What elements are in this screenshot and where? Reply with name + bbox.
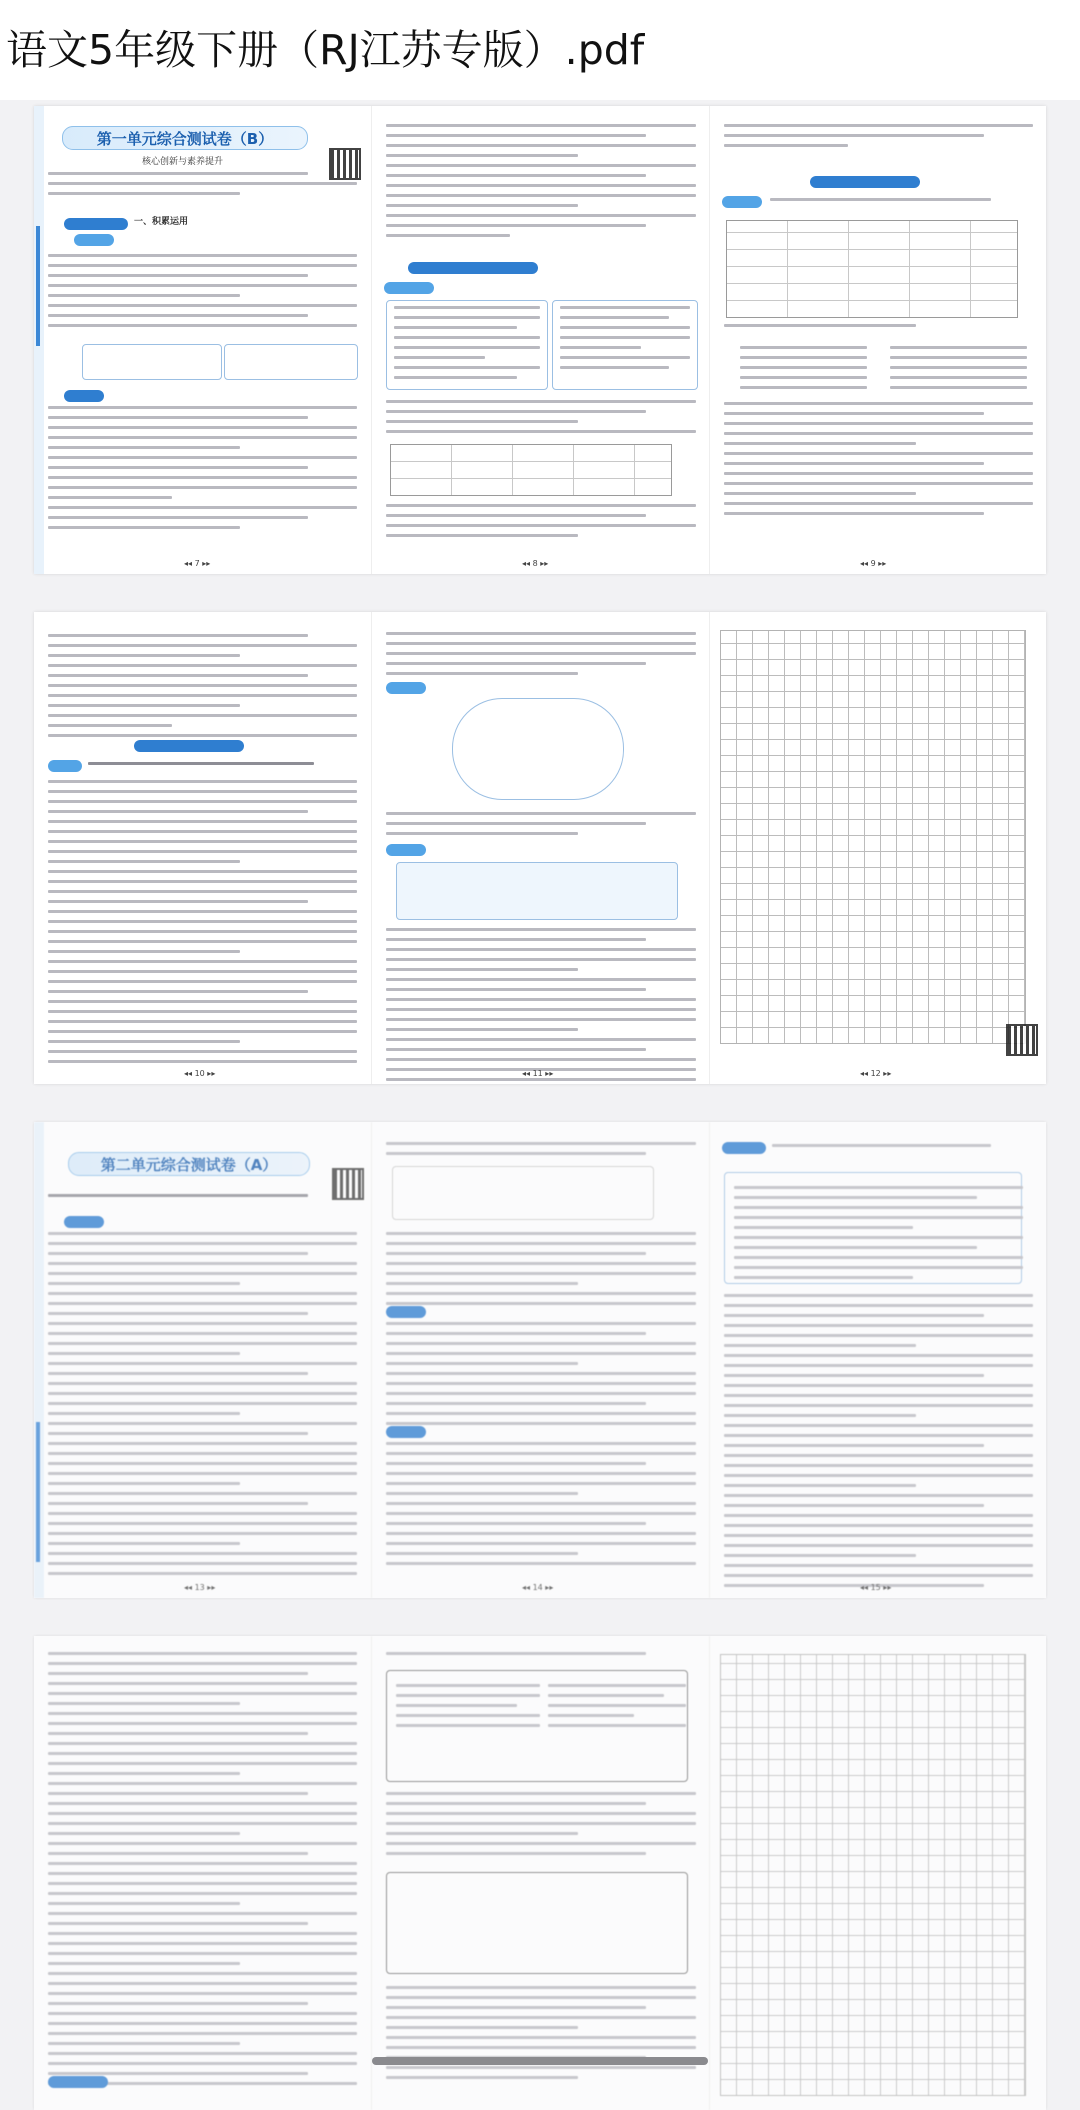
page-number: ◂◂ 7 ▸▸ <box>184 559 211 568</box>
composition-grid <box>720 630 1026 1044</box>
page-column <box>34 106 371 574</box>
page-column <box>709 1636 1046 2110</box>
pdf-page-2[interactable] <box>34 612 1046 1084</box>
test-title: 第二单元综合测试卷（A） <box>100 1156 278 1174</box>
pdf-page-4[interactable] <box>34 1636 1046 2110</box>
composition-grid <box>720 1654 1026 2096</box>
page-number: ◂◂ 12 ▸▸ <box>860 1069 892 1078</box>
page-number: ◂◂ 10 ▸▸ <box>184 1069 216 1078</box>
title-bar <box>0 0 1080 100</box>
page-number: ◂◂ 9 ▸▸ <box>860 559 887 568</box>
page-number: ◂◂ 8 ▸▸ <box>522 559 549 568</box>
page-number: ◂◂ 11 ▸▸ <box>522 1069 554 1078</box>
horizontal-scroll-indicator[interactable] <box>372 2057 708 2065</box>
page-number: ◂◂ 14 ▸▸ <box>522 1583 554 1592</box>
page-column <box>371 1122 710 1598</box>
page-number: ◂◂ 15 ▸▸ <box>860 1583 892 1592</box>
mind-map <box>452 698 624 800</box>
page-column <box>709 612 1046 1084</box>
page-column <box>709 1122 1046 1598</box>
test-title: 第一单元综合测试卷（B） <box>96 130 274 148</box>
qr-code-icon <box>1006 1024 1038 1056</box>
page-number: ◂◂ 13 ▸▸ <box>184 1583 216 1592</box>
pdf-viewer[interactable] <box>0 100 1080 2020</box>
page-column <box>371 106 710 574</box>
page-column <box>371 612 710 1084</box>
pdf-page-3[interactable] <box>34 1122 1046 1598</box>
section-heading: 一、积累运用 <box>134 217 189 227</box>
page-column <box>34 612 371 1084</box>
pdf-page-1[interactable] <box>34 106 1046 574</box>
page-column <box>34 1122 371 1598</box>
page-column <box>371 1636 710 2110</box>
page-column <box>709 106 1046 574</box>
test-subtitle: 核心创新与素养提升 <box>142 157 224 167</box>
document-title: 语文5年级下册（RJ江苏专版）.pdf <box>6 25 645 74</box>
page-column <box>34 1636 371 2110</box>
